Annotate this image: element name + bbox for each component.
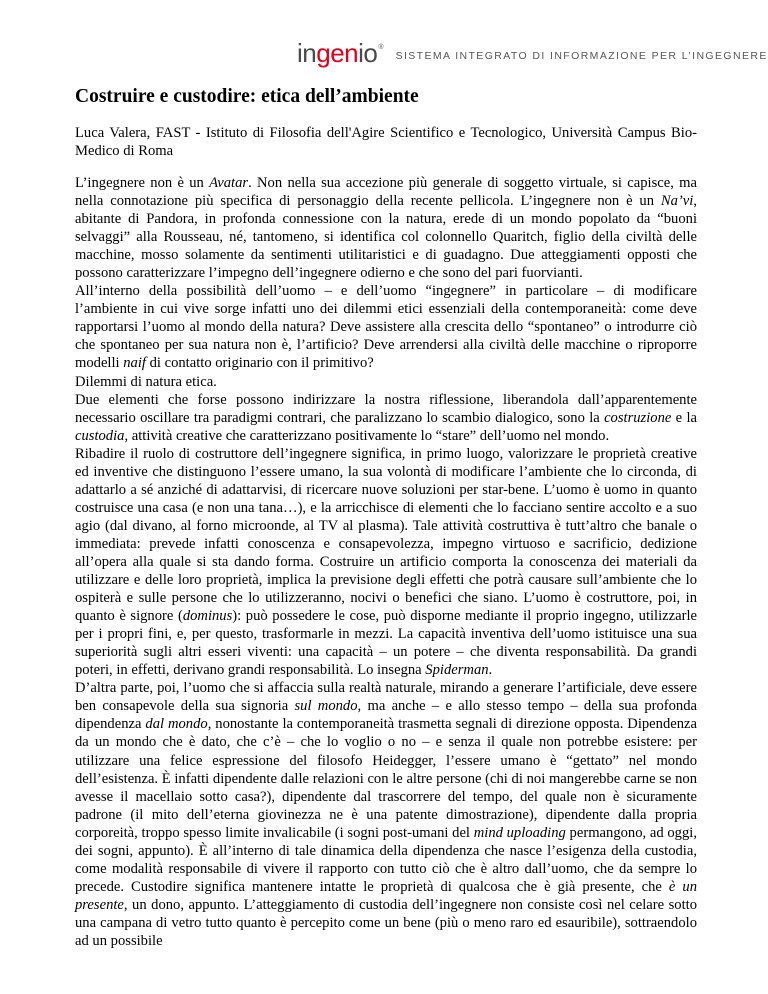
brand-header [297,40,768,66]
article-body [75,174,697,950]
article-author: Luca Valera, FAST - Istituto di Filosofia dell'Agire Scientifico e Tecnologico, Università Campus Bio-Medico di Roma [75,125,697,159]
body-paragraph: Dilemmi di natura etica. [75,373,217,390]
body-paragraph: Due elementi che forse possono indirizzare la nostra riflessione, liberandola dall’apparentemente necessario oscillare tra paradigmi contrari, che paralizzano lo scambio dialogico, sono la costruzione e la custodia, attività creative che caratterizzano positivamente lo “stare” dell’uomo nel mondo. [75,391,697,444]
ingenio-logo: ingenio [297,38,378,68]
article-title: Costruire e custodire: etica dell’ambiente [75,86,419,107]
body-paragraph: All’interno della possibilità dell’uomo – e dell’uomo “ingegnere” in particolare – di modificare l’ambiente in cui vive sorge infatti uno dei dilemmi etici essenziali della contemporaneità: come deve rapportarsi l’uomo al mondo della natura? Deve assistere alla crescita dello “spontaneo” o introdurre ciò che spontaneo per sua natura non è, l’artificio? Deve arrendersi alla civiltà delle macchine o riproporre modelli naif di contatto originario con il primitivo? [75,283,697,372]
body-paragraph: Ribadire il ruolo di costruttore dell’ingegnere significa, in primo luogo, valorizzare le proprietà creative ed inventive che distinguono l’essere umano, la sua volontà di modificare l’ambiente che lo circonda, di adattarlo a sé anziché di adattarvisi, di ricercare nuove soluzioni per star-bene. L’uomo è uomo in quanto costruisce una casa (e non una tana…), e la arricchisce di elementi che lo facciano sentire accolto e a suo agio (dal divano, al forno microonde, al TV al plasma). Tale attività costruttiva è tutt’altro che banale o immediata: prevede infatti conoscenza e consapevolezza, impegno virtuoso e sacrificio, dedizione all’opera alla quale si sta dando forma. Costruire un artificio comporta la conoscenza dei materiali da utilizzare e delle loro proprietà, implica la previsione degli effetti che potrà causare sull’ambiente che lo ospiterà e sulle persone che lo utilizzeranno, nocivi o benefici che siano. L’uomo è costruttore, poi, in quanto è signore (dominus): può possedere le cose, può disporne mediante il proprio ingegno, utilizzarle per i propri fini, e, per questo, trasformarle in mezzi. La capacità inventiva dell’uomo istituisce una sua superiorità sugli altri esseri viventi: una capacità – un potere – che diventa responsabilità. Da grandi poteri, in effetti, derivano grandi responsabilità. Lo insegna Spiderman. [75,445,697,679]
brand-tagline: SISTEMA INTEGRATO DI INFORMAZIONE PER L’INGEGNERE [395,50,768,62]
registered-mark: ® [378,44,384,51]
body-paragraph: L’ingegnere non è un Avatar. Non nella sua accezione più generale di soggetto virtuale, si capisce, ma nella connotazione più specifica di personaggio della recente pellicola. L’ingegnere non è un Na’vi, abitante di Pandora, in profonda connessione con la natura, erede di un mondo popolato da “buoni selvaggi” alla Rousseau, né, tantomeno, si identifica col colonnello Quaritch, figlio della civiltà delle macchine, mosso solamente da sentimenti utilitaristici e di guadagno. Due atteggiamenti opposti che possono caratterizzare l’impegno dell’ingegnere odierno e che sono del pari fuorvianti. [75,175,698,282]
body-paragraph: D’altra parte, poi, l’uomo che si affaccia sulla realtà naturale, mirando a generare l’artificiale, deve essere ben consapevole della sua signoria sul mondo, ma anche – e allo stesso tempo – della sua profonda dipendenza dal mondo, nonostante la contemporaneità trasmetta segnali di direzione opposta. Dipendenza da un mondo che è dato, che c’è – che lo voglio o no – e senza il quale non potrebbe esistere: per utilizzare una felice espressione del filosofo Heidegger, l’essere umano è “gettato” nel mondo dell’esistenza. È infatti dipendente dalle relazioni con le altre persone (chi di noi mangerebbe carne se non avesse il macellaio sotto casa?), dipendente dal trascorrere del tempo, del quale non è sicuramente padrone (il mito dell’eterna giovinezza ne è una patente dimostrazione), dipendente dalla propria corporeità, troppo spesso limite invalicabile (i sogni post-umani del mind uploading permangono, ad oggi, dei sogni, appunto). È all’interno di tale dinamica della dipendenza che nasce l’esigenza della custodia, come modalità responsabile di vivere il rapporto con tutto ciò che è altro dall’uomo, che da sempre lo precede. Custodire significa mantenere intatte le proprietà di qualcosa che è già presente, che è un presente, un dono, appunto. L’atteggiamento di custodia dell’ingegnere non consiste così nel celare sotto una campana di vetro tutto quanto è percepito come un bene (più o meno raro ed esauribile), sottraendolo ad un possibile [75,680,697,949]
